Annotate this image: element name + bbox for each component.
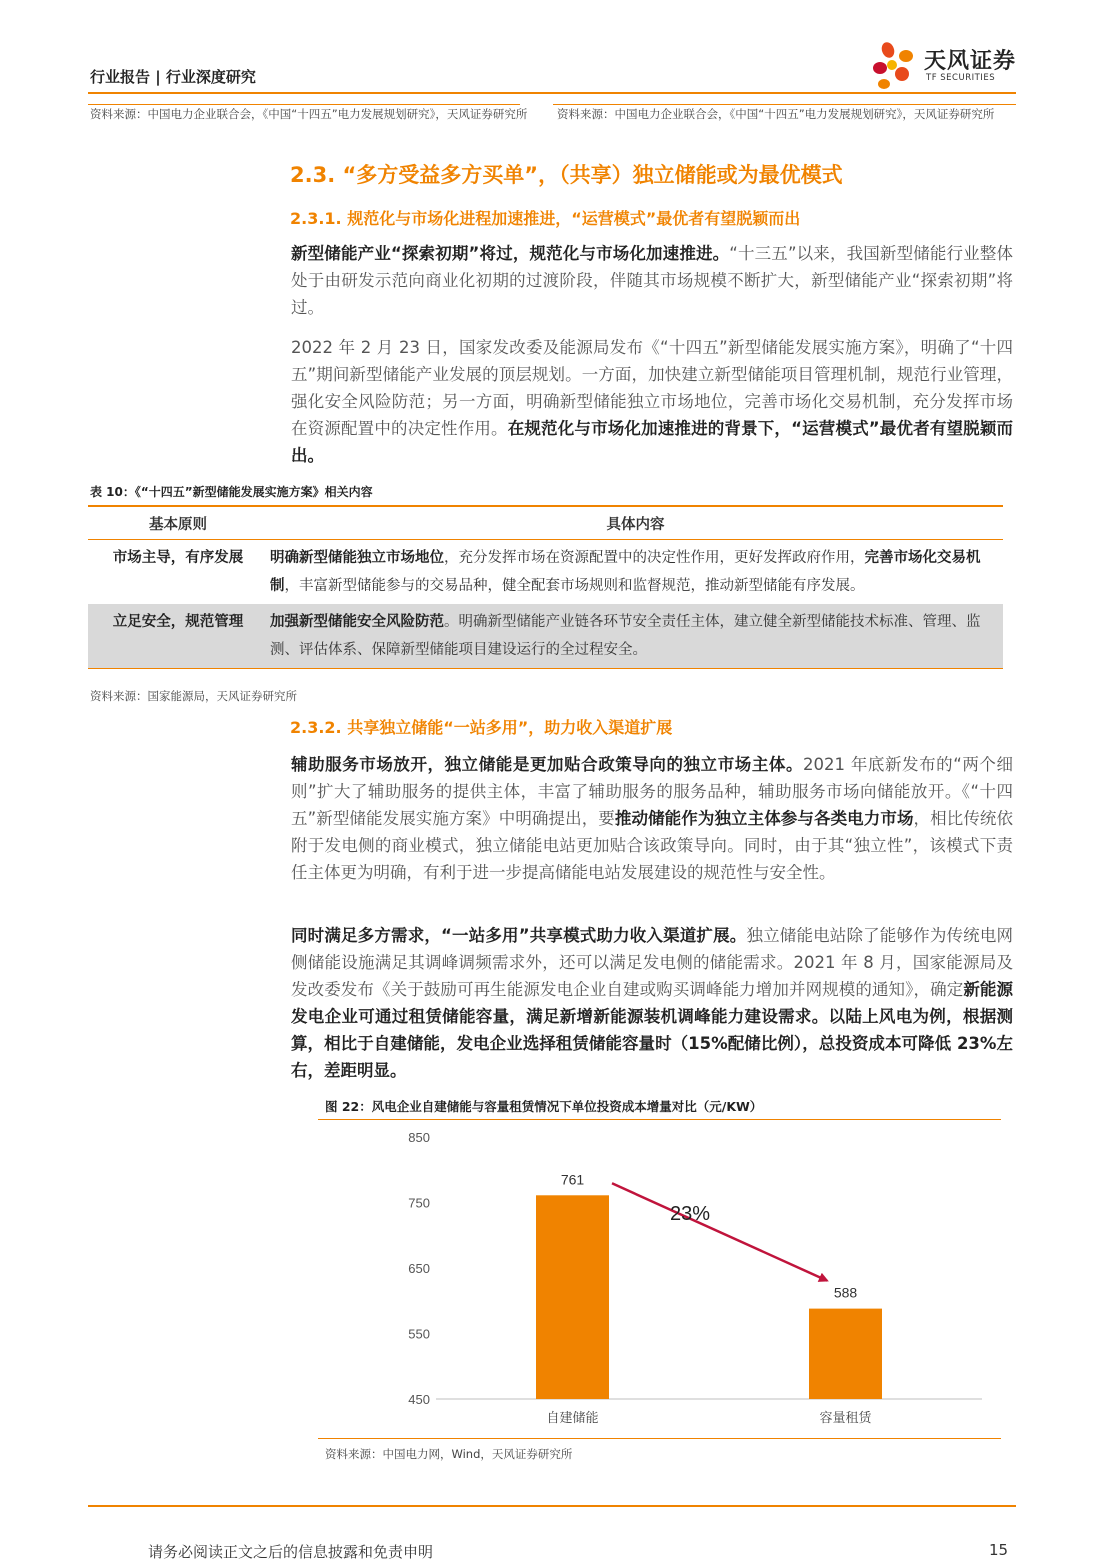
table-row xyxy=(88,604,1003,669)
paragraph-4-body: 独立储能电站除了能够作为传统电网侧储能设施满足其调峰调频需求外，还可以满足发电侧的储能需求。2021 年 8 月，国家能源局及发改委发布《关于鼓励可再生能源发电企业自建或购买调峰能力增加并网规模的通知》，确定 xyxy=(291,926,1013,999)
table-header-content: 具体内容 xyxy=(268,506,1003,540)
paragraph-1-body: “十三五”以来，我国新型储能行业整体处于由研发示范向商业化初期的过渡阶段，伴随其市场规模不断扩大，新型储能产业“探索初期”将过。 xyxy=(291,244,1013,317)
figure-source: 资料来源：中国电力网，Wind，天风证券研究所 xyxy=(325,1447,573,1461)
table-cell-emphasis: 完善市场化交易机制 xyxy=(270,550,981,594)
report-header-title: 行业报告 | 行业深度研究 xyxy=(90,68,256,86)
logo-english-name: TF SECURITIES xyxy=(926,73,996,83)
section-heading-2-3: 2.3. “多方受益多方买单”，（共享）独立储能或为最优模式 xyxy=(290,163,843,187)
y-tick-label: 450 xyxy=(408,1392,430,1407)
paragraph-3-emphasis: 推动储能作为独立主体参与各类电力市场 xyxy=(614,809,914,828)
table-row xyxy=(88,540,1003,605)
paragraph-3 xyxy=(291,751,1013,886)
category-labels xyxy=(546,1410,872,1426)
company-logo xyxy=(868,38,1018,92)
y-tick-label: 650 xyxy=(408,1261,430,1276)
header-divider xyxy=(88,92,1016,94)
decline-arrow xyxy=(612,1183,827,1280)
bar-value-label: 761 xyxy=(560,1171,585,1188)
paragraph-4 xyxy=(291,922,1013,1084)
section-heading-2-3-2: 2.3.2. 共享独立储能“一站多用”，助力收入渠道扩展 xyxy=(290,718,673,737)
bar-value-label: 588 xyxy=(833,1284,858,1301)
paragraph-2 xyxy=(291,334,1013,469)
category-label: 容量租赁 xyxy=(819,1411,872,1426)
table-header-principle: 基本原则 xyxy=(88,506,268,540)
paragraph-1 xyxy=(291,240,1013,321)
table-cell-emphasis: 加强新型储能安全风险防范 xyxy=(270,614,444,630)
table-cell-principle: 立足安全，规范管理 xyxy=(88,604,268,669)
table-cell-content xyxy=(268,540,1003,605)
table-caption: 表 10：《“十四五”新型储能发展实施方案》相关内容 xyxy=(90,485,373,499)
y-axis-ticks xyxy=(408,1130,430,1407)
bar-chart xyxy=(318,1122,1001,1434)
paragraph-3-lead: 辅助服务市场放开，独立储能是更加贴合政策导向的独立市场主体。 xyxy=(291,755,804,774)
table-cell-emphasis: 明确新型储能独立市场地位 xyxy=(270,550,444,566)
paragraph-1-lead: 新型储能产业“探索初期”将过，规范化与市场化加速推进。 xyxy=(291,244,730,263)
table-cell-content xyxy=(268,604,1003,669)
table-cell-text: 。明确新型储能产业链各环节安全责任主体，建立健全新型储能技术标准、管理、监测、评估体系、保障新型储能项目建设运行的全过程安全。 xyxy=(270,614,981,658)
policy-table xyxy=(88,505,1003,669)
figure-bottom-rule xyxy=(318,1438,1001,1439)
paragraph-3-body: 2021 年底新发布的“两个细则”扩大了辅助服务的提供主体，丰富了辅助服务的服务品种，辅助服务市场向储能放开。《“十四五”新型储能发展实施方案》中明确提出，要 xyxy=(291,755,1013,828)
logo-chinese-name: 天风证券 xyxy=(924,49,1017,74)
top-left-source: 资料来源：中国电力企业联合会，《中国“十四五”电力发展规划研究》，天风证券研究所 xyxy=(90,107,528,121)
paragraph-4-lead: 同时满足多方需求，“一站多用”共享模式助力收入渠道扩展。 xyxy=(291,926,747,945)
table-cell-text: ，丰富新型储能参与的交易品种，健全配套市场规则和监督规范，推动新型储能有序发展。 xyxy=(284,578,865,594)
paragraph-3-body-2: ，相比传统依附于发电侧的商业模式，独立储能电站更加贴合该政策导向。同时，由于其“独立性”，该模式下责任主体更为明确，有利于进一步提高储能电站发展建设的规范性与安全性。 xyxy=(291,809,1014,882)
page-number: 15 xyxy=(989,1541,1009,1559)
table-cell-text: ，充分发挥市场在资源配置中的决定性作用，更好发挥政府作用， xyxy=(444,550,865,566)
top-right-source: 资料来源：中国电力企业联合会，《中国“十四五”电力发展规划研究》，天风证券研究所 xyxy=(557,107,995,121)
y-tick-label: 850 xyxy=(408,1130,430,1145)
table-cell-principle: 市场主导，有序发展 xyxy=(112,550,244,566)
footer-disclaimer: 请务必阅读正文之后的信息披露和免责申明 xyxy=(148,1543,434,1561)
footer-divider xyxy=(88,1505,1016,1507)
bar-leasing xyxy=(809,1309,882,1399)
section-heading-2-3-1: 2.3.1. 规范化与市场化进程加速推进，“运营模式”最优者有望脱颖而出 xyxy=(290,209,801,228)
decline-percentage-label: 23% xyxy=(669,1203,711,1225)
bar-self-built xyxy=(536,1195,609,1399)
paragraph-2-conclusion: 在规范化与市场化加速推进的背景下，“运营模式”最优者有望脱颖而出。 xyxy=(291,419,1013,465)
table-source: 资料来源：国家能源局，天风证券研究所 xyxy=(90,689,297,703)
y-tick-label: 750 xyxy=(408,1195,430,1211)
paragraph-2-body: 2022 年 2 月 23 日，国家发改委及能源局发布《“十四五”新型储能发展实施方案》，明确了“十四五”期间新型储能产业发展的顶层规划。一方面，加快建立新型储能项目管理机制，规范行业管理，强化安全风险防范；另一方面，明确新型储能独立市场地位，完善市场化交易机制，充分发挥市场在资源配置中的决定性作用。 xyxy=(291,338,1013,438)
figure-top-rule xyxy=(318,1119,1001,1120)
figure-caption: 图 22：风电企业自建储能与容量租赁情况下单位投资成本增量对比（元/KW） xyxy=(325,1099,763,1114)
table-header-row xyxy=(88,506,1003,540)
logo-flower-icon xyxy=(868,38,922,92)
category-label: 自建储能 xyxy=(546,1411,599,1426)
paragraph-4-emphasis: 新能源发电企业可通过租赁储能容量，满足新增新能源装机调峰能力建设需求。以陆上风电为例，根据测算，相比于自建储能，发电企业选择租赁储能容量时（15%配储比例），总投资成本可降低 23%左右，差距明显。 xyxy=(291,980,1014,1080)
y-tick-label: 550 xyxy=(408,1326,430,1342)
